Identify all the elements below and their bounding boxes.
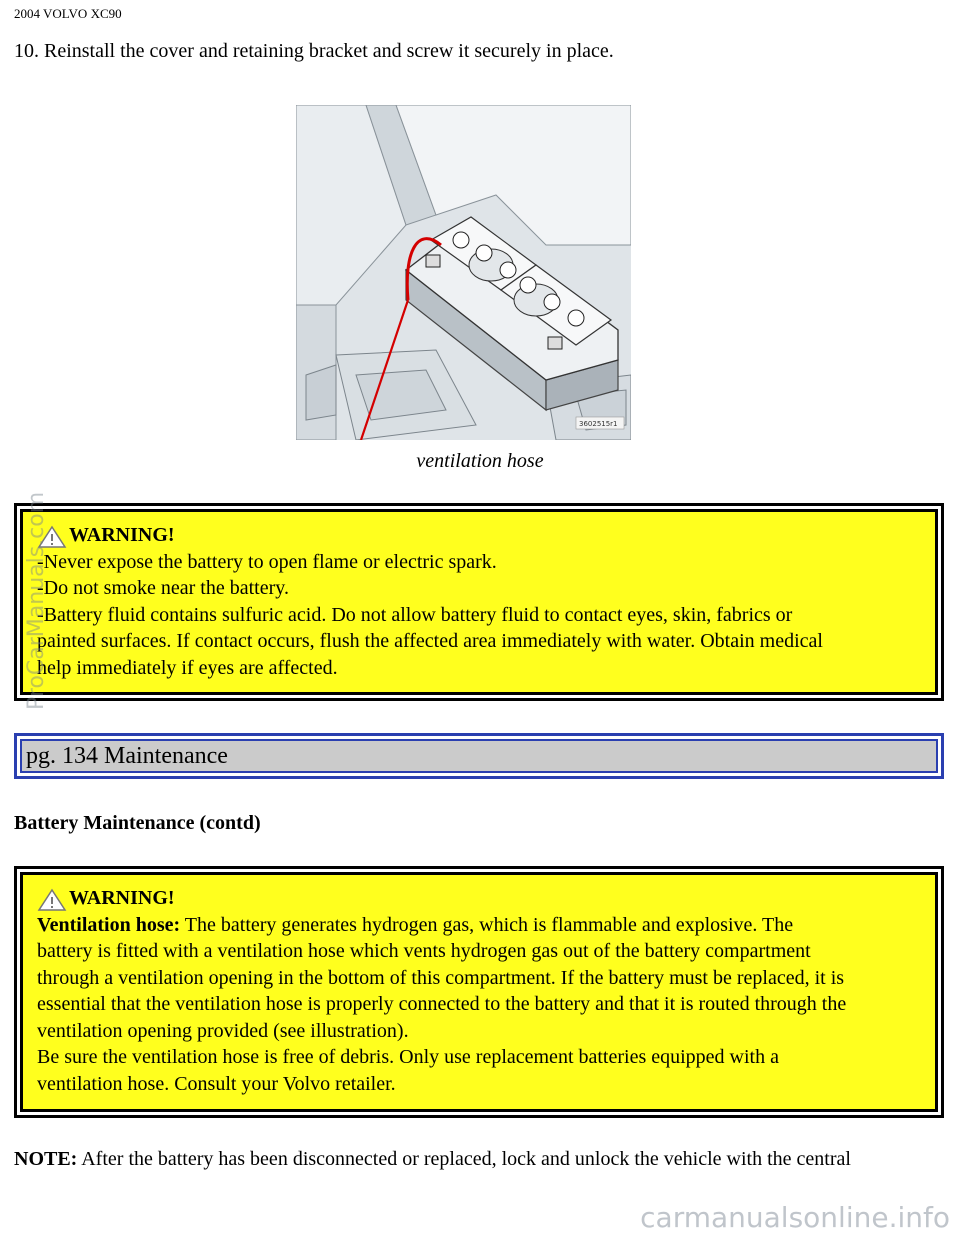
- warning-box-ventilation: [14, 866, 944, 1118]
- warning-line: ventilation hose. Consult your Volvo retailer.: [37, 1072, 396, 1095]
- warning-title: WARNING!: [69, 887, 175, 909]
- warning-box-fire: [14, 503, 944, 701]
- warning-line: The battery generates hydrogen gas, which is flammable and explosive. The: [180, 913, 794, 936]
- warning-line: -Do not smoke near the battery.: [37, 577, 289, 599]
- illustration-code: 3602515r1: [579, 420, 618, 428]
- note-lead: NOTE:: [14, 1148, 78, 1170]
- section-title: Battery Maintenance (contd): [14, 812, 261, 834]
- page-bar: [14, 733, 944, 779]
- warning-line: -Battery fluid contains sulfuric acid. Do not allow battery fluid to contact eyes, skin, fabrics or: [37, 603, 793, 626]
- document-header: 2004 VOLVO XC90: [14, 6, 122, 21]
- warning-line: through a ventilation opening in the bottom of this compartment. If the battery must be replaced, it is: [37, 966, 845, 989]
- battery-illustration: [296, 105, 631, 440]
- step-10-text: 10. Reinstall the cover and retaining bracket and screw it securely in place.: [14, 40, 614, 62]
- illustration-caption: ventilation hose: [416, 450, 544, 472]
- warning-lead: Ventilation hose:: [37, 913, 181, 936]
- warning-line: battery is fitted with a ventilation hose which vents hydrogen gas out of the battery compartment: [37, 940, 811, 962]
- warning-line: painted surfaces. If contact occurs, flush the affected area immediately with water. Obtain medical: [37, 630, 823, 652]
- note-text: After the battery has been disconnected or replaced, lock and unlock the vehicle with the central: [77, 1148, 851, 1170]
- warning-line: help immediately if eyes are affected.: [37, 656, 338, 679]
- warning-line: ventilation opening provided (see illustration).: [37, 1019, 409, 1042]
- warning-line: essential that the ventilation hose is properly connected to the battery and that it is routed through the: [37, 993, 847, 1015]
- warning-triangle-icon: [37, 888, 67, 912]
- warning-line: -Never expose the battery to open flame or electric spark.: [37, 550, 497, 573]
- watermark-bottom: carmanualsonline.info: [640, 1201, 950, 1234]
- warning-title: WARNING!: [69, 524, 175, 546]
- watermark-left: ProCarManuals.com: [24, 491, 49, 710]
- warning-line: Be sure the ventilation hose is free of debris. Only use replacement batteries equipped with a: [37, 1046, 779, 1068]
- page-bar-label: pg. 134 Maintenance: [20, 739, 938, 773]
- note-paragraph: [14, 1148, 851, 1171]
